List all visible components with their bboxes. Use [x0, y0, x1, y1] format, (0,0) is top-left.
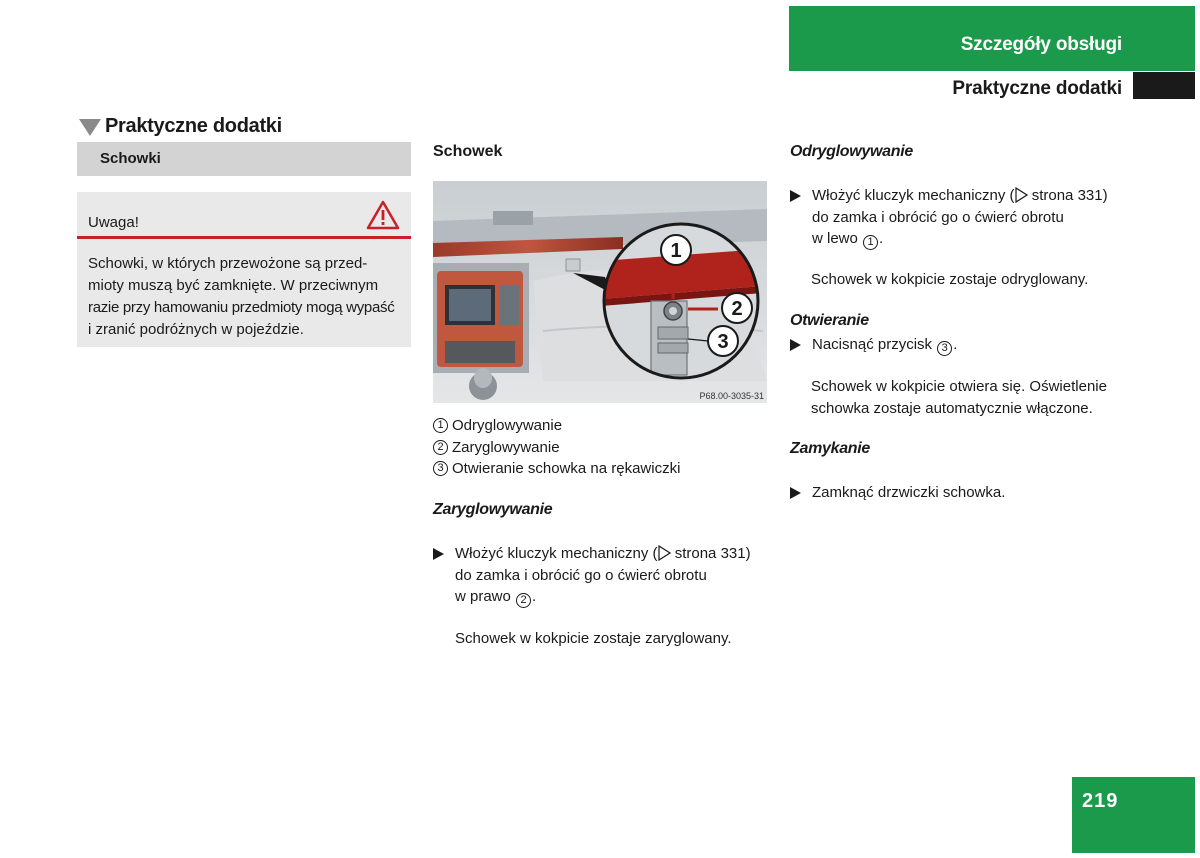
- page-section-title-text: Praktyczne dodatki: [105, 115, 282, 137]
- callout-2: [722, 293, 752, 323]
- page-number-box: [1072, 777, 1195, 853]
- close-heading: Zamykanie: [790, 440, 871, 457]
- callout-3-label: 3: [717, 331, 729, 353]
- warning-box: [77, 192, 411, 347]
- warning-line: razie przy hamowaniu przedmioty mogą wypaść: [88, 299, 395, 316]
- section-marker: [1133, 72, 1195, 99]
- callout-2-label: 2: [731, 298, 743, 320]
- bullet-icon: [433, 548, 444, 560]
- lock-step-end: .: [532, 588, 537, 605]
- callout-1-label: 1: [670, 240, 682, 262]
- lock-step-text-c: w prawo: [455, 588, 516, 605]
- subsection-bar: [77, 142, 411, 176]
- figure-legend: [433, 415, 680, 480]
- inline-number: 1: [863, 235, 878, 250]
- dashboard-illustration: [433, 181, 767, 403]
- page-section-title: [79, 115, 282, 138]
- legend-text: Zaryglowywanie: [452, 438, 560, 456]
- open-step: [790, 334, 1150, 356]
- legend-text: Otwieranie schowka na rękawiczki: [452, 460, 681, 477]
- open-result: [811, 376, 1107, 419]
- subsection-title: Schowki: [100, 150, 161, 167]
- legend-item: [433, 458, 680, 480]
- legend-number: 2: [433, 440, 448, 455]
- legend-item: [433, 415, 680, 437]
- warning-line: mioty muszą być zamknięte. W przeciwnym: [88, 277, 379, 294]
- lock-result: Schowek w kokpicie zostaje zaryglowany.: [455, 630, 732, 647]
- open-result-line: schowka zostaje automatycznie włączone.: [811, 399, 1093, 417]
- unlock-step: [790, 185, 1150, 251]
- unlock-step-end: .: [879, 230, 884, 247]
- callout-1: [661, 235, 691, 265]
- bullet-icon: [790, 487, 801, 499]
- open-step-text-a: Nacisnąć przycisk: [812, 336, 937, 353]
- open-heading: Otwieranie: [790, 312, 869, 329]
- unlock-result: Schowek w kokpicie zostaje odryglowany.: [811, 271, 1089, 288]
- callout-3: [708, 326, 738, 356]
- lock-step-line: [455, 586, 751, 608]
- unlock-step-line: do zamka i obrócić go o ćwierć obrotu: [812, 208, 1064, 226]
- warning-divider: [77, 236, 411, 239]
- lock-step-text-a: Włożyć kluczyk mechaniczny (: [455, 545, 658, 562]
- chapter-title: Szczegóły obsługi: [960, 34, 1122, 55]
- unlock-step-text-a: Włożyć kluczyk mechaniczny (: [812, 187, 1015, 204]
- open-step-text: [812, 334, 957, 356]
- open-step-end: .: [953, 336, 958, 353]
- inline-number: 3: [937, 341, 952, 356]
- glovebox-title: Schowek: [433, 143, 503, 160]
- open-result-line: Schowek w kokpicie otwiera się. Oświetlenie: [811, 378, 1107, 395]
- lock-step-text: [455, 543, 751, 608]
- page-reference-icon: [658, 545, 671, 561]
- inline-number: 2: [516, 593, 531, 608]
- warning-line: Schowki, w których przewożone są przed-: [88, 255, 368, 272]
- page-reference-icon: [1015, 187, 1028, 203]
- legend-number: 3: [433, 461, 448, 476]
- page-number: 219: [1082, 790, 1119, 812]
- lock-step-line: [455, 543, 751, 565]
- glovebox-figure: [433, 181, 767, 403]
- chapter-header: [789, 6, 1195, 71]
- warning-triangle-icon: [366, 199, 400, 231]
- bullet-icon: [790, 190, 801, 202]
- legend-number: 1: [433, 418, 448, 433]
- warning-line: i zranić podróżnych w pojeździe.: [88, 321, 304, 338]
- close-step: [790, 482, 1150, 504]
- unlock-step-line: [812, 228, 1108, 250]
- lock-step-text-b: strona 331): [670, 545, 751, 562]
- legend-text: Odryglowywanie: [452, 417, 563, 434]
- unlock-step-text-c: w lewo: [812, 230, 863, 247]
- triangle-down-icon: [79, 119, 101, 136]
- lock-heading: Zaryglowywanie: [433, 501, 553, 518]
- close-step-text: Zamknąć drzwiczki schowka.: [812, 484, 1006, 501]
- figure-code: P68.00-3035-31: [699, 391, 764, 401]
- bullet-icon: [790, 339, 801, 351]
- legend-item: [433, 437, 680, 459]
- unlock-step-text-b: strona 331): [1027, 187, 1108, 204]
- lock-step: [433, 543, 773, 609]
- unlock-step-text: [812, 185, 1108, 250]
- unlock-step-line: [812, 185, 1108, 207]
- warning-text: [88, 253, 408, 341]
- unlock-heading: Odryglowywanie: [790, 143, 913, 160]
- warning-heading: Uwaga!: [88, 214, 139, 231]
- lock-step-line: do zamka i obrócić go o ćwierć obrotu: [455, 566, 707, 584]
- section-title-header: Praktyczne dodatki: [952, 78, 1122, 99]
